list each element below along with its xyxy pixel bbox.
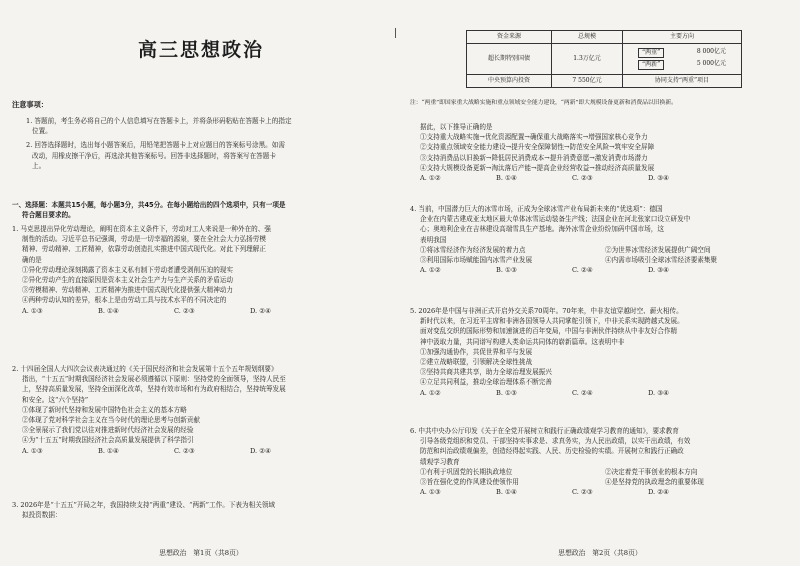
- choice-c[interactable]: C. ②④: [572, 266, 593, 275]
- q6-choices: [410, 487, 788, 497]
- q1-stem-line: 精神、劳动精神、工匠精神，依靠劳动创造扎实推进中国式现代化。对此下列理解正: [22, 245, 266, 254]
- q4-choices: [410, 265, 788, 275]
- notice-list: [12, 116, 384, 171]
- table-note: 注：“两重”即国家重大战略实施和重点领域安全能力建设，“两新”即大规模设备更新和消费品以旧换新。: [410, 100, 677, 106]
- q5-stem-line: 神中汲取力量，共同谱写构建人类命运共同体的崭新篇章。这表明中非: [420, 337, 625, 346]
- section-line: 一、选择题：本题共15小题，每小题3分，共45分。在每小题给出的四个选项中，只有一项是: [12, 201, 286, 209]
- q3-option: ④支持大规模设备更新→淘汰落后产能→提高企业经营收益→推动经济高质量发展: [420, 163, 655, 172]
- q3-choices: [410, 173, 788, 183]
- notice-line: 上。: [32, 161, 46, 170]
- q1-option: ③劳模精神、劳动精神、工匠精神为推进中国式现代化提供强大精神动力: [22, 286, 233, 295]
- page-2: [410, 0, 790, 566]
- choice-d[interactable]: D. ③④: [648, 174, 670, 183]
- choice-a[interactable]: A. ①②: [420, 266, 441, 275]
- page-1-footer: 思想政治 第1页（共8页）: [159, 549, 243, 557]
- page-1: [12, 0, 390, 566]
- q4-stem-line: 企业在内蒙古建成亚太地区最大单体冰雪运动装备生产线；法国企业在河北张家口设立研发中: [420, 215, 691, 224]
- choice-a[interactable]: A. ①③: [22, 446, 43, 455]
- q4-option: ④内需市场吸引全球冰雪经济要素集聚: [605, 256, 718, 265]
- q3-stem-line: 拟投资数据：: [22, 511, 62, 520]
- notice-line: 改动，用橡皮擦干净后，再选涂其他答案标号。回答非选择题时，将答案写在答题卡: [32, 151, 276, 160]
- q2-stem-line: 指出，“十五五”时期我国经济社会发展必须遵循以下原则：坚持党的全面领导，坚持人民至: [22, 375, 286, 384]
- question-2: [12, 364, 384, 456]
- q3-lead: 据此，以下推导正确的是: [420, 123, 493, 131]
- q2-stem-line: 和安全。这“六个坚持”: [22, 395, 89, 404]
- table-cell: 7 550亿元: [552, 75, 623, 88]
- direction-value: 8 000亿元: [696, 48, 726, 55]
- q6-option: ④是坚持党的执政理念的重要体现: [605, 478, 704, 487]
- q1-choices: [12, 306, 384, 316]
- q2-choices: [12, 446, 384, 456]
- notice-line: 位置。: [32, 127, 52, 136]
- choice-c[interactable]: C. ②③: [174, 446, 195, 455]
- section-1-instructions: [12, 200, 384, 220]
- q6-option: ①有利于巩固党的长期执政地位: [420, 467, 513, 476]
- question-6: [410, 426, 788, 497]
- choice-a[interactable]: A. ①③: [22, 306, 43, 315]
- section-line: 符合题目要求的。: [22, 211, 75, 220]
- choice-b[interactable]: B. ①④: [496, 174, 517, 183]
- q4-option: ③利用国际市场赋能国内冰雪产业发展: [420, 256, 533, 265]
- q6-option: ③旨在强化党的作风建设使领作用: [420, 478, 519, 487]
- choice-d[interactable]: D. ②④: [250, 306, 272, 315]
- q5-option: ③坚持共商共建共享，助力全球治理发展振兴: [420, 368, 552, 377]
- q2-stem-line: 2. 十四届全国人大四次会议表决通过的《关于国民经济和社会发展第十五个五年规划纲要》: [12, 365, 278, 373]
- q4-option-row: [410, 245, 788, 255]
- q1-option: ④两种劳动认知的差异，根本上是由劳动工具与技术水平的不同决定的: [22, 296, 227, 305]
- q6-stem-line: 引导各级党组织和党员、干部坚持实事求是、求真务实，为人民出政绩，以实干出政绩，有效: [420, 437, 691, 446]
- table-header: 资金来源: [467, 31, 552, 44]
- choice-b[interactable]: B. ①③: [496, 388, 517, 397]
- divider-mark: [395, 28, 396, 38]
- question-5: [410, 306, 788, 398]
- question-3-body: [410, 122, 788, 183]
- q4-option-row: [410, 255, 788, 265]
- q5-stem-line: 新时代以来，在习近平主席和非洲各国领导人共同掌舵引领下，中非关系实现跨越式发展。: [420, 317, 684, 326]
- choice-b[interactable]: B. ①④: [98, 306, 119, 315]
- notice-line: 1. 答题前，考生务必将自己的个人信息填写在答题卡上，并将条形码粘贴在答题卡上的指定: [26, 117, 292, 125]
- choice-b[interactable]: B. ①③: [496, 266, 517, 275]
- q4-stem-line: 4. 当前，中国潜力巨大的冰雪市场，正成为全球冰雪产业布局新未来的“优选项”：德国: [410, 205, 663, 213]
- q1-option: ②异化劳动产生的直接原因是资本主义社会生产力与生产关系的矛盾运动: [22, 276, 233, 285]
- q5-option: ②建立战略联盟，引领解决全球性挑战: [420, 358, 533, 367]
- table-cell: 协同支持“两重”项目: [623, 75, 742, 88]
- choice-c[interactable]: C. ②④: [572, 388, 593, 397]
- q1-stem-line: 1. 马克思提出异化劳动理论，阐明在资本主义条件下，劳动对工人来说是一种外在的、强: [12, 225, 271, 233]
- q6-option-row: [410, 467, 788, 477]
- choice-c[interactable]: C. ②③: [572, 174, 593, 183]
- table-cell: 中央预算内投资: [467, 75, 552, 88]
- q2-stem-line: 上，坚持高质量发展，坚持全面深化改革，坚持有效市场和有为政府相结合，坚持统筹发展: [22, 385, 286, 394]
- choice-d[interactable]: D. ③④: [648, 266, 670, 275]
- choice-a[interactable]: A. ①②: [420, 174, 441, 183]
- q4-option: ①将冰雪经济作为经济发展的着力点: [420, 245, 526, 254]
- choice-d[interactable]: D. ②④: [250, 446, 272, 455]
- choice-a[interactable]: A. ①②: [420, 388, 441, 397]
- q1-stem-line: 制性的活动。习近平总书记强调，劳动是一切幸福的源泉，要在全社会大力弘扬劳模: [22, 235, 266, 244]
- q5-option: ④立足共同利益，推动全球治理体系不断完善: [420, 378, 552, 387]
- question-4: [410, 204, 788, 275]
- q5-stem-line: 5. 2026年是中国与非洲正式开启外交关系70周年。70年来，中非友谊穿越时空、薪火相传。: [410, 307, 683, 315]
- q3-option: ①支持重大战略实施→优化资源配置→确保重大战略落实→增强国家核心竞争力: [420, 133, 648, 142]
- q3-stem-line: 3. 2026年是“十五五”开局之年，我国持续支持“两重”建设、“两新”工作。下表为相关领域: [12, 501, 275, 509]
- direction-label: “两重”: [638, 48, 664, 58]
- q5-option: ①加强沟通协作，共促世界和平与发展: [420, 347, 533, 356]
- q2-option: ①体现了新时代坚持和发展中国特色社会主义的基本方略: [22, 405, 187, 414]
- choice-b[interactable]: B. ①④: [496, 488, 517, 497]
- q2-option: ④为“十五五”时期我国经济社会高质量发展提供了科学指引: [22, 436, 194, 445]
- direction-label: “两新”: [638, 60, 664, 70]
- question-3-stem: [12, 500, 384, 520]
- q4-stem-line: 心；奥地利企业在吉林建设高端雪具生产基地。海外冰雪企业纷纷加码中国市场，这: [420, 225, 664, 234]
- page-2-footer: 思想政治 第2页（共8页）: [558, 549, 642, 557]
- q5-choices: [410, 388, 788, 398]
- table-header: 主要方向: [623, 31, 742, 44]
- q6-stem-line: 绩观学习教育: [420, 457, 460, 466]
- direction-value: 5 000亿元: [696, 60, 726, 67]
- q6-stem-line: 6. 中共中央办公厅印发《关于在全党开展树立和践行正确政绩观学习教育的通知》，要求教育: [410, 427, 679, 435]
- q6-stem-line: 防范和纠治政绩观偏差，创造经得起实践、人民、历史检验的实绩。开展树立和践行正确政: [420, 447, 684, 456]
- q1-option: ①异化劳动理论深刻揭露了资本主义私有制下劳动者遭受剥削压迫的现实: [22, 265, 233, 274]
- q2-option: ③全景展示了我们党以往对推进新时代经济社会发展的经验: [22, 426, 194, 435]
- q3-option: ②支持重点领域安全能力建设→提升安全保障韧性→防范安全风险→筑牢安全屏障: [420, 143, 655, 152]
- q6-option-row: [410, 477, 788, 487]
- choice-d[interactable]: D. ③④: [648, 388, 670, 397]
- q4-option: ②为世界冰雪经济发展提供广阔空间: [605, 245, 711, 254]
- table-cell: 1.3万亿元: [552, 44, 623, 75]
- choice-b[interactable]: B. ①④: [98, 446, 119, 455]
- q2-option: ②体现了党对科学社会主义在当今时代的理论思考与创新贡献: [22, 416, 201, 425]
- notice-line: 2. 回答选择题时，选出每小题答案后，用铅笔把答题卡上对应题目的答案标号涂黑。如需: [26, 141, 285, 150]
- choice-a[interactable]: A. ①③: [420, 488, 441, 497]
- q5-stem-line: 面对变乱交织的国际形势和加速演进的百年变局，中国与非洲伙伴持续从中非友好合作精: [420, 327, 678, 336]
- q3-option: ③支持消费品以旧换新→降低居民消费成本→提升消费意愿→激发消费市场潜力: [420, 153, 648, 162]
- q6-option: ②决定着党干事创业的根本方向: [605, 467, 698, 476]
- choice-c[interactable]: C. ②③: [174, 306, 195, 315]
- table-header: 总规模: [552, 31, 623, 44]
- q1-stem-line: 确的是: [22, 255, 42, 264]
- notice-heading: 注意事项：: [12, 100, 48, 109]
- question-1: [12, 224, 384, 316]
- choice-c[interactable]: C. ②③: [572, 488, 593, 497]
- table-cell: 超长期特别国债: [467, 44, 552, 75]
- q4-stem-line: 表明我国: [420, 235, 447, 244]
- choice-d[interactable]: D. ②④: [648, 488, 670, 497]
- exam-title: 高三思想政治: [137, 39, 264, 61]
